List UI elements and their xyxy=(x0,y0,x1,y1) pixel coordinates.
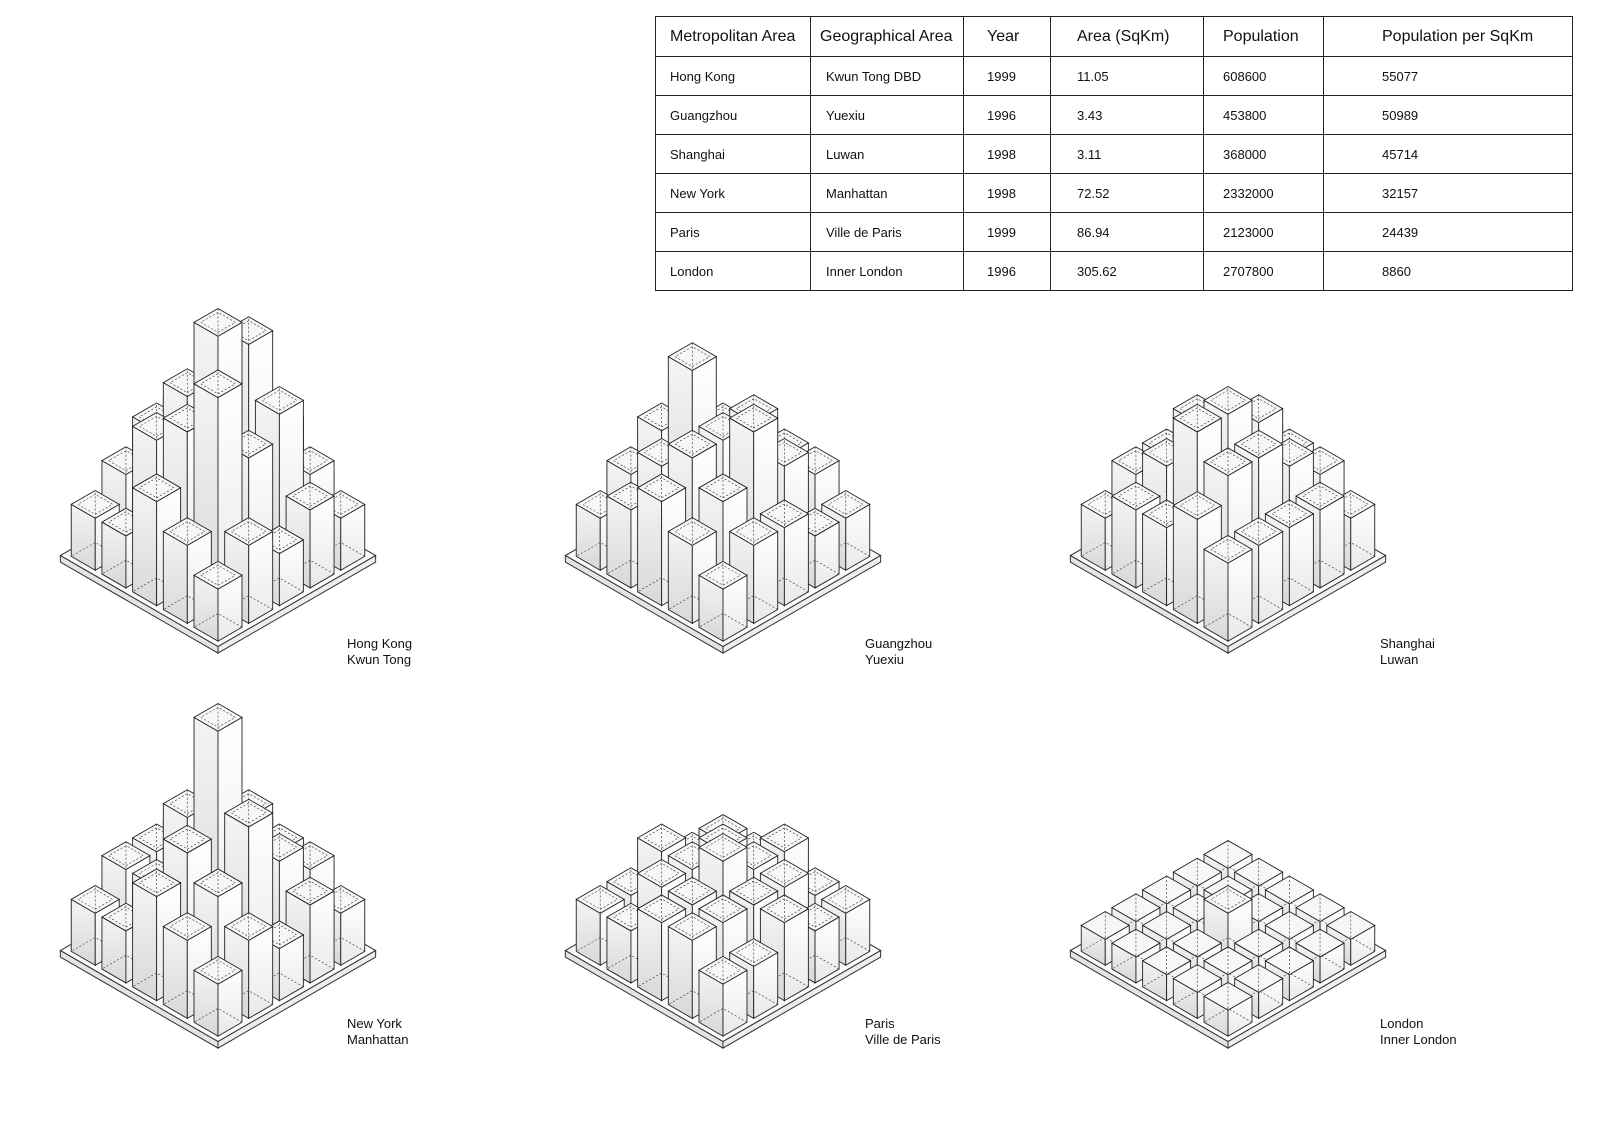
cell-density: 24439 xyxy=(1324,213,1573,252)
cell-metro: Hong Kong xyxy=(656,57,811,96)
building-block xyxy=(699,956,747,1036)
building-block xyxy=(1204,535,1252,641)
block-face xyxy=(668,927,692,1019)
caption-city: Hong Kong xyxy=(347,636,413,651)
model-panel-hong-kong xyxy=(40,255,560,667)
caption-city: New York xyxy=(347,1016,402,1031)
massing-model-new-york xyxy=(40,650,560,1050)
block-face xyxy=(133,488,157,606)
cell-metro: London xyxy=(656,252,811,291)
caption-district: Luwan xyxy=(1380,652,1419,667)
model-panel-new-york xyxy=(40,650,560,1050)
model-panel-shanghai xyxy=(1050,255,1570,667)
caption-district: Inner London xyxy=(1380,1032,1457,1047)
table-row xyxy=(656,96,1573,135)
massing-model-guangzhou xyxy=(545,255,1065,655)
caption-city: London xyxy=(1380,1016,1424,1031)
cell-district: Luwan xyxy=(811,135,964,174)
cell-population: 453800 xyxy=(1204,96,1324,135)
cell-year: 1998 xyxy=(964,135,1051,174)
cell-year: 1996 xyxy=(964,96,1051,135)
cell-year: 1999 xyxy=(964,57,1051,96)
block-face xyxy=(1204,549,1228,641)
massing-model-paris xyxy=(545,650,1065,1050)
cell-density: 32157 xyxy=(1324,174,1573,213)
block-face xyxy=(163,532,187,624)
density-table xyxy=(655,16,1573,291)
caption-city: Guangzhou xyxy=(865,636,933,651)
cell-population: 2123000 xyxy=(1204,213,1324,252)
cell-area: 3.11 xyxy=(1051,135,1204,174)
cell-population: 368000 xyxy=(1204,135,1324,174)
cell-year: 1999 xyxy=(964,213,1051,252)
header-year: Year xyxy=(964,17,1051,57)
cell-district: Yuexiu xyxy=(811,96,964,135)
block-face xyxy=(1143,514,1167,606)
block-face xyxy=(133,883,157,1001)
block-face xyxy=(638,488,662,606)
cell-population: 608600 xyxy=(1204,57,1324,96)
cell-metro: Paris xyxy=(656,213,811,252)
header-population: Population xyxy=(1204,17,1324,57)
block-face xyxy=(1112,496,1136,588)
cell-district: Manhattan xyxy=(811,174,964,213)
table-header-row xyxy=(656,17,1573,57)
caption-new-york xyxy=(347,1016,408,1048)
caption-city: Shanghai xyxy=(1380,636,1435,651)
building-block xyxy=(699,561,747,641)
massing-model-shanghai xyxy=(1050,255,1570,655)
header-metropolitan-area: Metropolitan Area xyxy=(656,17,811,57)
cell-year: 1996 xyxy=(964,252,1051,291)
cell-metro: Guangzhou xyxy=(656,96,811,135)
block-face xyxy=(310,496,334,588)
cell-density: 50989 xyxy=(1324,96,1573,135)
cell-district: Ville de Paris xyxy=(811,213,964,252)
caption-london xyxy=(1380,1016,1457,1048)
building-block xyxy=(194,561,242,641)
header-geographical-area: Geographical Area xyxy=(811,17,964,57)
building-block xyxy=(194,956,242,1036)
block-face xyxy=(163,927,187,1019)
model-panel-london xyxy=(1050,650,1570,1050)
table-row xyxy=(656,57,1573,96)
table-row xyxy=(656,135,1573,174)
table-row xyxy=(656,174,1573,213)
cell-district: Inner London xyxy=(811,252,964,291)
cell-population: 2332000 xyxy=(1204,174,1324,213)
cell-year: 1998 xyxy=(964,174,1051,213)
cell-area: 305.62 xyxy=(1051,252,1204,291)
block-face xyxy=(754,532,778,624)
block-face xyxy=(668,532,692,624)
block-face xyxy=(249,532,273,624)
caption-city: Paris xyxy=(865,1016,895,1031)
model-panel-paris xyxy=(545,650,1065,1050)
cell-area: 11.05 xyxy=(1051,57,1204,96)
cell-density: 45714 xyxy=(1324,135,1573,174)
caption-district: Yuexiu xyxy=(865,652,905,667)
cell-density: 55077 xyxy=(1324,57,1573,96)
cell-metro: Shanghai xyxy=(656,135,811,174)
block-face xyxy=(1320,496,1344,588)
header-population-per-sqkm: Population per SqKm xyxy=(1324,17,1573,57)
block-face xyxy=(249,927,273,1019)
cell-population: 2707800 xyxy=(1204,252,1324,291)
block-face xyxy=(784,514,808,606)
block-face xyxy=(1259,532,1283,624)
caption-district: Manhattan xyxy=(347,1032,409,1047)
caption-paris xyxy=(865,1016,941,1048)
cell-district: Kwun Tong DBD xyxy=(811,57,964,96)
massing-model-london xyxy=(1050,650,1570,1050)
caption-district: Ville de Paris xyxy=(865,1032,941,1047)
cell-metro: New York xyxy=(656,174,811,213)
massing-model-hong-kong xyxy=(40,255,560,655)
block-face xyxy=(1289,514,1313,606)
table-row xyxy=(656,213,1573,252)
model-panel-guangzhou xyxy=(545,255,1065,667)
cell-area: 72.52 xyxy=(1051,174,1204,213)
block-face xyxy=(638,909,662,1001)
block-face xyxy=(607,496,631,588)
cell-area: 3.43 xyxy=(1051,96,1204,135)
caption-district: Kwun Tong xyxy=(347,652,412,667)
block-face xyxy=(784,909,808,1001)
block-face xyxy=(1173,506,1197,624)
cell-density: 8860 xyxy=(1324,252,1573,291)
cell-area: 86.94 xyxy=(1051,213,1204,252)
block-face xyxy=(1228,549,1252,641)
block-face xyxy=(310,891,334,983)
header-area: Area (SqKm) xyxy=(1051,17,1204,57)
